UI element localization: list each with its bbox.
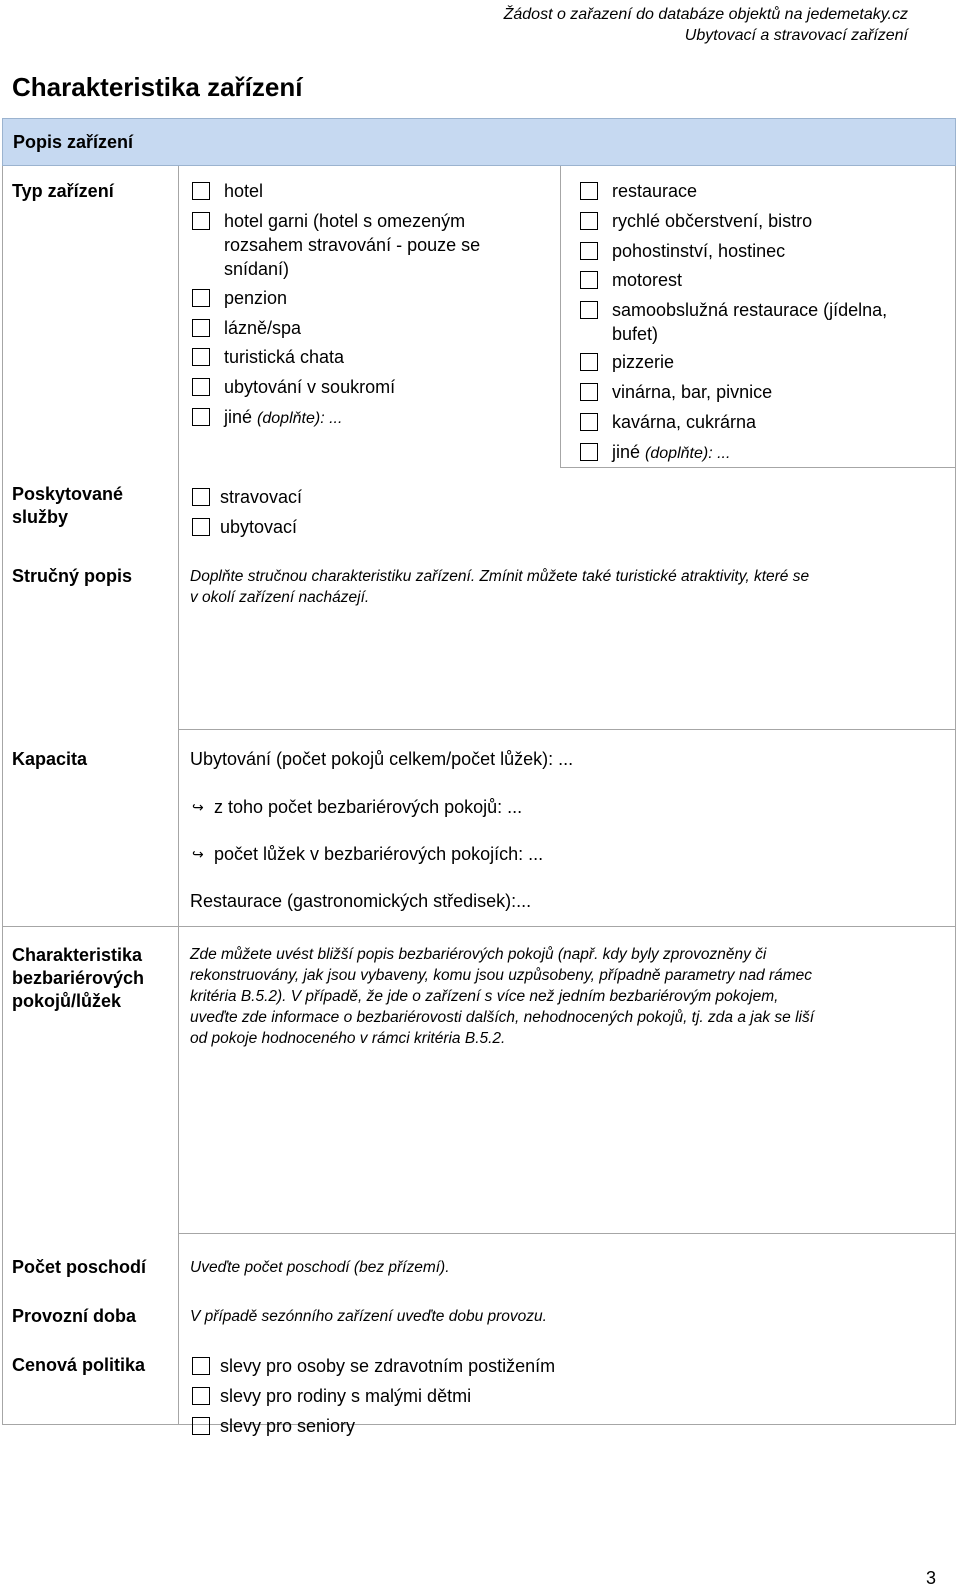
cena-label: Cenová politika (12, 1355, 146, 1375)
option-jine-stravovaci (612, 441, 730, 465)
option-penzion: penzion (224, 288, 288, 308)
sluzby-label-line1: Poskytované (12, 484, 124, 504)
option-restaurace: restaurace (612, 181, 698, 201)
checkbox-jine-stravovaci[interactable] (580, 443, 598, 461)
kapacita-bezbarierove-pokoje: z toho počet bezbariérových pokojů: ... (214, 797, 523, 817)
option-slevy-seniory: slevy pro seniory (220, 1416, 356, 1436)
checkbox-hotel-garni[interactable] (192, 212, 210, 230)
checkbox-samoobsluzna[interactable] (580, 301, 598, 319)
bezbar-hint-line2: rekonstruovány, jak jsou vybaveny, komu jsou uzpůsobeny, případně parametry nad rámec (190, 967, 813, 984)
option-hotel: hotel (224, 181, 264, 201)
row-divider (2, 926, 956, 927)
type-column-divider (560, 166, 561, 468)
option-lazne: lázně/spa (224, 318, 302, 338)
option-vinarna: vinárna, bar, pivnice (612, 382, 773, 402)
jine-note: (doplňte): ... (257, 410, 343, 427)
table-border-left (2, 166, 3, 1425)
checkbox-hotel[interactable] (192, 182, 210, 200)
option-pizzerie: pizzerie (612, 352, 675, 372)
popis-label: Stručný popis (12, 566, 133, 586)
option-hotel-garni-line3: snídaní) (224, 259, 290, 279)
option-ubytovani-v-soukromi: ubytování v soukromí (224, 377, 396, 397)
checkbox-slevy-rodiny[interactable] (192, 1387, 210, 1405)
checkbox-stravovaci[interactable] (192, 488, 210, 506)
table-border-right (955, 166, 956, 1425)
row-divider (560, 467, 956, 468)
kapacita-label: Kapacita (12, 749, 88, 769)
row-divider (178, 1233, 956, 1234)
option-stravovaci: stravovací (220, 487, 303, 507)
checkbox-pizzerie[interactable] (580, 353, 598, 371)
popis-hint-line1: Doplňte stručnou charakteristiku zařízení. Zmínit můžete také turistické atraktivity, které se (190, 568, 810, 585)
checkbox-bistro[interactable] (580, 212, 598, 230)
kapacita-restaurace: Restaurace (gastronomických středisek):... (190, 891, 532, 911)
table-border-bottom (2, 1424, 956, 1425)
arrow-icon: ↪ (192, 846, 204, 862)
checkbox-turisticka-chata[interactable] (192, 348, 210, 366)
bezbar-hint-line3: kritéria B.5.2). V případě, že jde o zařízení s více než jedním bezbariérovým pokojem, (190, 988, 779, 1005)
doba-hint: V případě sezónního zařízení uveďte dobu provozu. (190, 1308, 547, 1325)
typ-label: Typ zařízení (12, 181, 114, 201)
section-band (2, 118, 956, 166)
bezbar-label-line3: pokojů/lůžek (12, 991, 122, 1011)
bezbar-hint-line1: Zde můžete uvést bližší popis bezbariérových pokojů (např. kdy byly zprovozněny či (190, 946, 767, 963)
poschodi-hint: Uveďte počet poschodí (bez přízemí). (190, 1259, 450, 1276)
header-line-2: Ubytovací a stravovací zařízení (684, 27, 908, 44)
checkbox-ubytovaci[interactable] (192, 518, 210, 536)
checkbox-jine-ubytovaci[interactable] (192, 408, 210, 426)
option-ubytovaci: ubytovací (220, 517, 298, 537)
bezbar-label-line2: bezbariérových (12, 968, 145, 988)
option-hotel-garni: hotel garni (hotel s omezeným (224, 211, 466, 231)
row-divider (178, 729, 956, 730)
checkbox-kavarna[interactable] (580, 413, 598, 431)
section-title: Popis zařízení (13, 132, 134, 152)
doba-label: Provozní doba (12, 1306, 137, 1326)
kapacita-ubytovani: Ubytování (počet pokojů celkem/počet lůžek): ... (190, 749, 574, 769)
arrow-icon: ↪ (192, 799, 204, 815)
checkbox-slevy-postizeni[interactable] (192, 1357, 210, 1375)
document-header (504, 4, 908, 46)
option-motorest: motorest (612, 270, 683, 290)
checkbox-lazne[interactable] (192, 319, 210, 337)
page-number: 3 (925, 1568, 936, 1588)
checkbox-vinarna[interactable] (580, 383, 598, 401)
sluzby-label-line2: služby (12, 507, 69, 527)
option-turisticka-chata: turistická chata (224, 347, 345, 367)
checkbox-slevy-seniory[interactable] (192, 1417, 210, 1435)
bezbar-label (12, 944, 144, 1013)
page-title: Charakteristika zařízení (12, 72, 303, 102)
bezbar-hint-line5: od pokoje hodnoceného v rámci kritéria B.5.2. (190, 1030, 506, 1047)
option-hostinec: pohostinství, hostinec (612, 241, 786, 261)
checkbox-restaurace[interactable] (580, 182, 598, 200)
column-divider (178, 166, 179, 1425)
checkbox-penzion[interactable] (192, 289, 210, 307)
option-kavarna: kavárna, cukrárna (612, 412, 757, 432)
jine-label: jiné (612, 442, 641, 462)
kapacita-bezbarierove-luzka: počet lůžek v bezbariérových pokojích: ... (214, 844, 544, 864)
option-jine-ubytovaci (224, 406, 342, 430)
bezbar-hint-line4: uveďte zde informace o bezbariérovosti dalších, nehodnocených pokojů, tj. zda a jak se liší (190, 1009, 815, 1026)
header-line-1: Žádost o zařazení do databáze objektů na jedemetaky.cz (503, 6, 908, 23)
checkbox-hostinec[interactable] (580, 242, 598, 260)
bezbar-label-line1: Charakteristika (12, 945, 143, 965)
checkbox-ubytovani-v-soukromi[interactable] (192, 378, 210, 396)
checkbox-motorest[interactable] (580, 271, 598, 289)
jine-label: jiné (224, 407, 253, 427)
option-slevy-rodiny: slevy pro rodiny s malými dětmi (220, 1386, 472, 1406)
sluzby-label (12, 483, 123, 529)
popis-hint-line2: v okolí zařízení nacházejí. (190, 589, 370, 606)
jine-note: (doplňte): ... (645, 445, 731, 462)
option-samoobsluzna: samoobslužná restaurace (jídelna, (612, 300, 888, 320)
poschodi-label: Počet poschodí (12, 1257, 147, 1277)
option-slevy-postizeni: slevy pro osoby se zdravotním postižením (220, 1356, 556, 1376)
option-bistro: rychlé občerstvení, bistro (612, 211, 813, 231)
option-samoobsluzna-line2: bufet) (612, 324, 659, 344)
option-hotel-garni-line2: rozsahem stravování - pouze se (224, 235, 481, 255)
